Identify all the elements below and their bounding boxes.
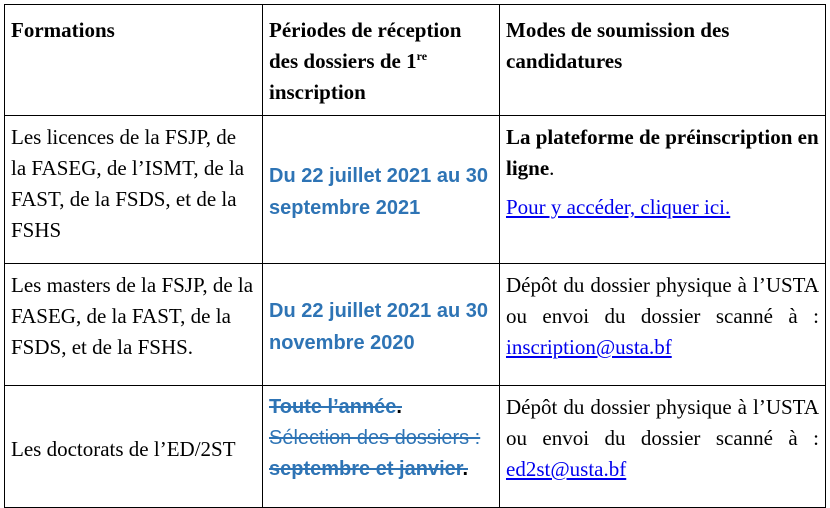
row-masters-mode-cell (500, 264, 826, 386)
row-licences-formation: Les licences de la FSJP, de la FASEG, de l’ISMT, de la FAST, de la FSDS, et de la FSHS (5, 116, 263, 264)
row-doctorats-period-line3-end: . (462, 458, 468, 480)
row-masters-formation: Les masters de la FSJP, de la FASEG, de la FAST, de la FSDS, et de la FSHS. (5, 264, 263, 386)
table-header-row (5, 5, 826, 116)
row-licences-mode-platform: La plateforme de préinscription en ligne (506, 125, 819, 180)
platform-access-link[interactable]: Pour y accéder, cliquer ici. (506, 195, 731, 219)
row-licences-period-cell (263, 116, 500, 264)
header-periods-text: Périodes de réception des dossiers de 1 (269, 18, 462, 73)
row-masters-period-cell (263, 264, 500, 386)
row-masters-period: Du 22 juillet 2021 au 30 novembre 2020 (269, 300, 488, 354)
document-page (4, 4, 825, 508)
row-licences-mode-dot: . (549, 156, 555, 180)
header-periods (263, 5, 500, 116)
row-doctorats-period-line2: Sélection des dossiers : (269, 427, 481, 449)
row-doctorats-period-line3: septembre et janvier (269, 458, 463, 480)
row-licences-period: Du 22 juillet 2021 au 30 septembre 2021 (269, 165, 488, 219)
header-modes: Modes de soumission des candidatures (500, 5, 826, 116)
header-formations: Formations (5, 5, 263, 116)
row-doctorats-mode-cell (500, 386, 826, 508)
row-doctorats-formation: Les doctorats de l’ED/2ST (5, 386, 263, 508)
header-periods-end: inscription (269, 80, 366, 104)
row-masters-mode-text: Dépôt du dossier physique à l’USTA ou envoi du dossier scanné à : (506, 273, 819, 328)
row-doctorats-period-line1: Toute l’année (269, 396, 397, 418)
admissions-table (4, 4, 826, 508)
table-row (5, 386, 826, 508)
row-licences-mode-cell (500, 116, 826, 264)
table-row (5, 264, 826, 386)
inscription-email-link[interactable]: inscription@usta.bf (506, 335, 672, 359)
row-doctorats-mode-text: Dépôt du dossier physique à l’USTA ou envoi du dossier scanné à : (506, 395, 819, 450)
header-periods-superscript: re (416, 49, 428, 63)
ed2st-email-link[interactable]: ed2st@usta.bf (506, 457, 627, 481)
row-doctorats-period-cell (263, 386, 500, 508)
table-row (5, 116, 826, 264)
row-doctorats-period-line1-end: . (396, 396, 402, 418)
